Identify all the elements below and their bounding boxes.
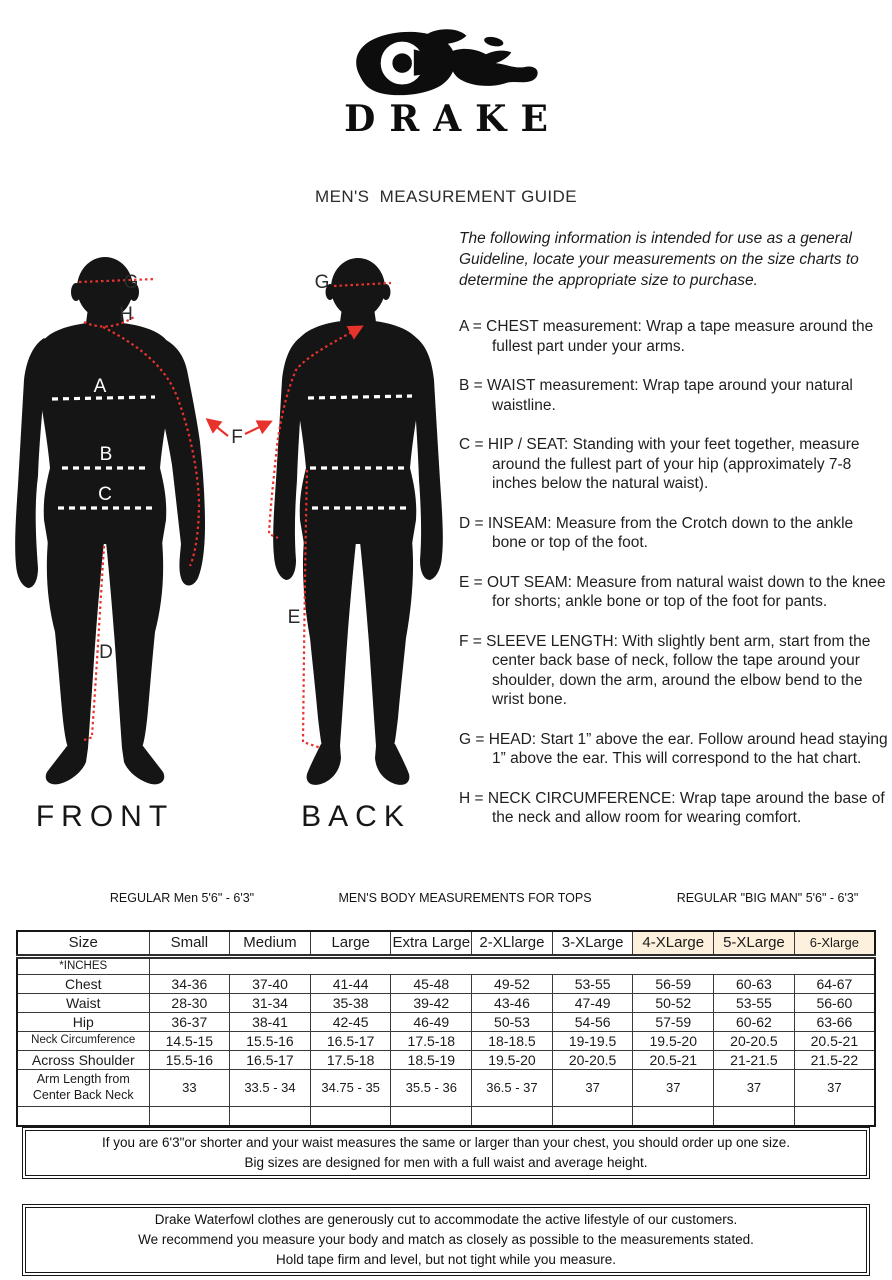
size-cell: 37: [714, 1070, 795, 1107]
size-cell: 41-44: [310, 975, 391, 994]
marker-label-inseam: D: [99, 642, 113, 663]
row-label: Arm Length from Center Back Neck: [17, 1070, 149, 1107]
marker-label-hip: C: [98, 484, 112, 505]
empty-cell: [149, 1107, 230, 1127]
size-cell: 33.5 - 34: [230, 1070, 311, 1107]
col-header-medium: Medium: [230, 931, 311, 957]
size-cell: 53-55: [552, 975, 633, 994]
size-cell: 63-66: [794, 1013, 875, 1032]
item-text: OUT SEAM: Measure from natural waist down to the knee for shorts; ankle bone or top of the foot for pants.: [487, 573, 886, 610]
empty-cell: [714, 1107, 795, 1127]
measurement-item-f: [459, 632, 889, 710]
table-row-empty: [17, 1107, 875, 1127]
units-label: *INCHES: [17, 957, 149, 975]
size-cell: 20.5-21: [633, 1051, 714, 1070]
marker-label-outseam: E: [287, 607, 301, 628]
table-row-shoulder: [17, 1051, 875, 1070]
item-prefix: H =: [459, 789, 484, 807]
row-label: Hip: [17, 1013, 149, 1032]
item-prefix: E =: [459, 573, 483, 591]
size-cell: 31-34: [230, 994, 311, 1013]
col-header-3xl: 3-XLarge: [552, 931, 633, 957]
size-cell: 64-67: [794, 975, 875, 994]
size-cell: 35.5 - 36: [391, 1070, 472, 1107]
size-cell: 36-37: [149, 1013, 230, 1032]
units-row: [17, 957, 875, 975]
item-text: CHEST measurement: Wrap a tape measure around the fullest part under your arms.: [486, 318, 874, 355]
size-chart-table: [16, 930, 876, 1127]
table-row-arm-length: [17, 1070, 875, 1107]
col-header-small: Small: [149, 931, 230, 957]
marker-label-waist: B: [99, 444, 113, 465]
row-label: Waist: [17, 994, 149, 1013]
back-caption: BACK: [301, 800, 411, 833]
body-figures-diagram: [0, 230, 470, 850]
size-cell: 53-55: [714, 994, 795, 1013]
measurement-item-e: [459, 573, 889, 612]
units-row-filler: [149, 957, 875, 975]
size-cell: 18-18.5: [472, 1032, 553, 1051]
size-cell: 17.5-18: [310, 1051, 391, 1070]
marker-label-chest: A: [93, 376, 107, 397]
front-caption: FRONT: [35, 800, 175, 833]
size-cell: 15.5-16: [230, 1032, 311, 1051]
size-cell: 34-36: [149, 975, 230, 994]
item-prefix: C =: [459, 436, 484, 453]
tops-measurements-header: MEN'S BODY MEASUREMENTS FOR TOPS: [338, 891, 592, 905]
col-header-5xl: 5-XLarge: [714, 931, 795, 957]
size-cell: 54-56: [552, 1013, 633, 1032]
size-cell: 36.5 - 37: [472, 1070, 553, 1107]
col-header-2xl: 2-XLlarge: [472, 931, 553, 957]
marker-label-neck: H: [119, 304, 133, 325]
big-man-header: REGULAR "BIG MAN" 5'6" - 6'3": [676, 891, 859, 905]
sizing-note-box: [22, 1127, 870, 1179]
drake-duck-logo-icon: [343, 28, 549, 104]
size-cell: 56-60: [794, 994, 875, 1013]
measurement-item-b: [459, 376, 889, 415]
size-cell: 37: [552, 1070, 633, 1107]
item-text: INSEAM: Measure from the Crotch down to the ankle bone or top of the foot.: [487, 514, 854, 551]
empty-cell: [230, 1107, 311, 1127]
size-cell: 20.5-21: [794, 1032, 875, 1051]
size-cell: 50-52: [633, 994, 714, 1013]
size-cell: 19.5-20: [472, 1051, 553, 1070]
empty-cell: [633, 1107, 714, 1127]
row-label: Across Shoulder: [17, 1051, 149, 1070]
col-header-extra-large: Extra Large: [391, 931, 472, 957]
col-header-4xl: 4-XLarge: [633, 931, 714, 957]
col-header-6xl: 6-Xlarge: [794, 931, 875, 957]
marker-label-head-back: G: [314, 272, 330, 293]
measurement-item-a: [459, 317, 889, 356]
note-line: We recommend you measure your body and match as closely as possible to the measurements stated.: [138, 1232, 754, 1247]
size-cell: 15.5-16: [149, 1051, 230, 1070]
table-row-waist: [17, 994, 875, 1013]
size-cell: 28-30: [149, 994, 230, 1013]
size-cell: 33: [149, 1070, 230, 1107]
size-cell: 38-41: [230, 1013, 311, 1032]
sleeve-arrow-left: [208, 420, 228, 436]
empty-cell: [310, 1107, 391, 1127]
size-cell: 14.5-15: [149, 1032, 230, 1051]
empty-cell: [17, 1107, 149, 1127]
size-cell: 16.5-17: [230, 1051, 311, 1070]
size-cell: 56-59: [633, 975, 714, 994]
item-text: HIP / SEAT: Standing with your feet together, measure around the fullest part of your hip (approximately 7-8 inches below the natural waist).: [487, 436, 860, 492]
size-cell: 21-21.5: [714, 1051, 795, 1070]
empty-cell: [552, 1107, 633, 1127]
size-cell: 60-62: [714, 1013, 795, 1032]
size-cell: 47-49: [552, 994, 633, 1013]
size-cell: 37-40: [230, 975, 311, 994]
item-prefix: G =: [459, 730, 485, 748]
size-cell: 37: [794, 1070, 875, 1107]
measurement-item-c: [459, 435, 889, 494]
item-text: HEAD: Start 1” above the ear. Follow around head staying 1” above the ear. This will correspond to the hat chart.: [488, 730, 888, 767]
note-line: Hold tape firm and level, but not tight while you measure.: [276, 1252, 616, 1267]
item-prefix: F =: [459, 632, 482, 650]
brand-wordmark: DRAKE: [344, 98, 562, 140]
table-row-hip: [17, 1013, 875, 1032]
size-cell: 49-52: [472, 975, 553, 994]
size-cell: 39-42: [391, 994, 472, 1013]
row-label: Neck Circumference: [17, 1032, 149, 1051]
page-title: MEN'S MEASUREMENT GUIDE: [315, 187, 577, 206]
size-cell: 57-59: [633, 1013, 714, 1032]
marker-label-sleeve: F: [231, 427, 243, 448]
size-cell: 19-19.5: [552, 1032, 633, 1051]
size-cell: 35-38: [310, 994, 391, 1013]
front-figure-silhouette: [15, 257, 205, 784]
note-line: Big sizes are designed for men with a full waist and average height.: [244, 1155, 648, 1170]
size-cell: 43-46: [472, 994, 553, 1013]
row-label: Chest: [17, 975, 149, 994]
size-cell: 17.5-18: [391, 1032, 472, 1051]
size-cell: 20-20.5: [552, 1051, 633, 1070]
col-header-size: Size: [17, 931, 149, 957]
empty-cell: [794, 1107, 875, 1127]
back-figure-silhouette: [273, 258, 443, 785]
table-header-row: [17, 931, 875, 957]
size-cell: 37: [633, 1070, 714, 1107]
table-row-neck: [17, 1032, 875, 1051]
size-cell: 45-48: [391, 975, 472, 994]
fit-advice-box: [22, 1204, 870, 1276]
item-text: SLEEVE LENGTH: With slightly bent arm, start from the center back base of neck, follow the tape around your shoulder, down the arm, around the elbow bend to the wrist bone.: [486, 632, 871, 708]
regular-men-header: REGULAR Men 5'6" - 6'3": [109, 891, 255, 905]
note-line: Drake Waterfowl clothes are generously cut to accommodate the active lifestyle of our customers.: [154, 1212, 738, 1227]
size-cell: 20-20.5: [714, 1032, 795, 1051]
size-cell: 18.5-19: [391, 1051, 472, 1070]
size-cell: 46-49: [391, 1013, 472, 1032]
note-line: If you are 6'3"or shorter and your waist measures the same or larger than your chest, you should order up one size.: [102, 1135, 790, 1150]
size-cell: 16.5-17: [310, 1032, 391, 1051]
measurement-descriptions: [459, 228, 889, 848]
empty-cell: [391, 1107, 472, 1127]
size-cell: 19.5-20: [633, 1032, 714, 1051]
size-cell: 42-45: [310, 1013, 391, 1032]
item-prefix: D =: [459, 514, 484, 532]
size-cell: 34.75 - 35: [310, 1070, 391, 1107]
size-cell: 60-63: [714, 975, 795, 994]
item-prefix: B =: [459, 377, 483, 394]
measurement-item-h: [459, 789, 889, 828]
col-header-large: Large: [310, 931, 391, 957]
empty-cell: [472, 1107, 553, 1127]
item-text: NECK CIRCUMFERENCE: Wrap tape around the base of the neck and allow room for wearing comfort.: [487, 789, 885, 826]
item-prefix: A =: [459, 318, 482, 335]
item-text: WAIST measurement: Wrap tape around your natural waistline.: [487, 377, 853, 414]
marker-label-head-front: G: [123, 272, 139, 293]
measurement-item-d: [459, 514, 889, 553]
size-cell: 21.5-22: [794, 1051, 875, 1070]
measurement-item-g: [459, 730, 889, 769]
table-row-chest: [17, 975, 875, 994]
guide-intro: The following information is intended for use as a general Guideline, locate your measurements on the size charts to determine the appropriate size to purchase.: [459, 230, 859, 289]
size-cell: 50-53: [472, 1013, 553, 1032]
sleeve-arrow-right: [245, 422, 270, 434]
